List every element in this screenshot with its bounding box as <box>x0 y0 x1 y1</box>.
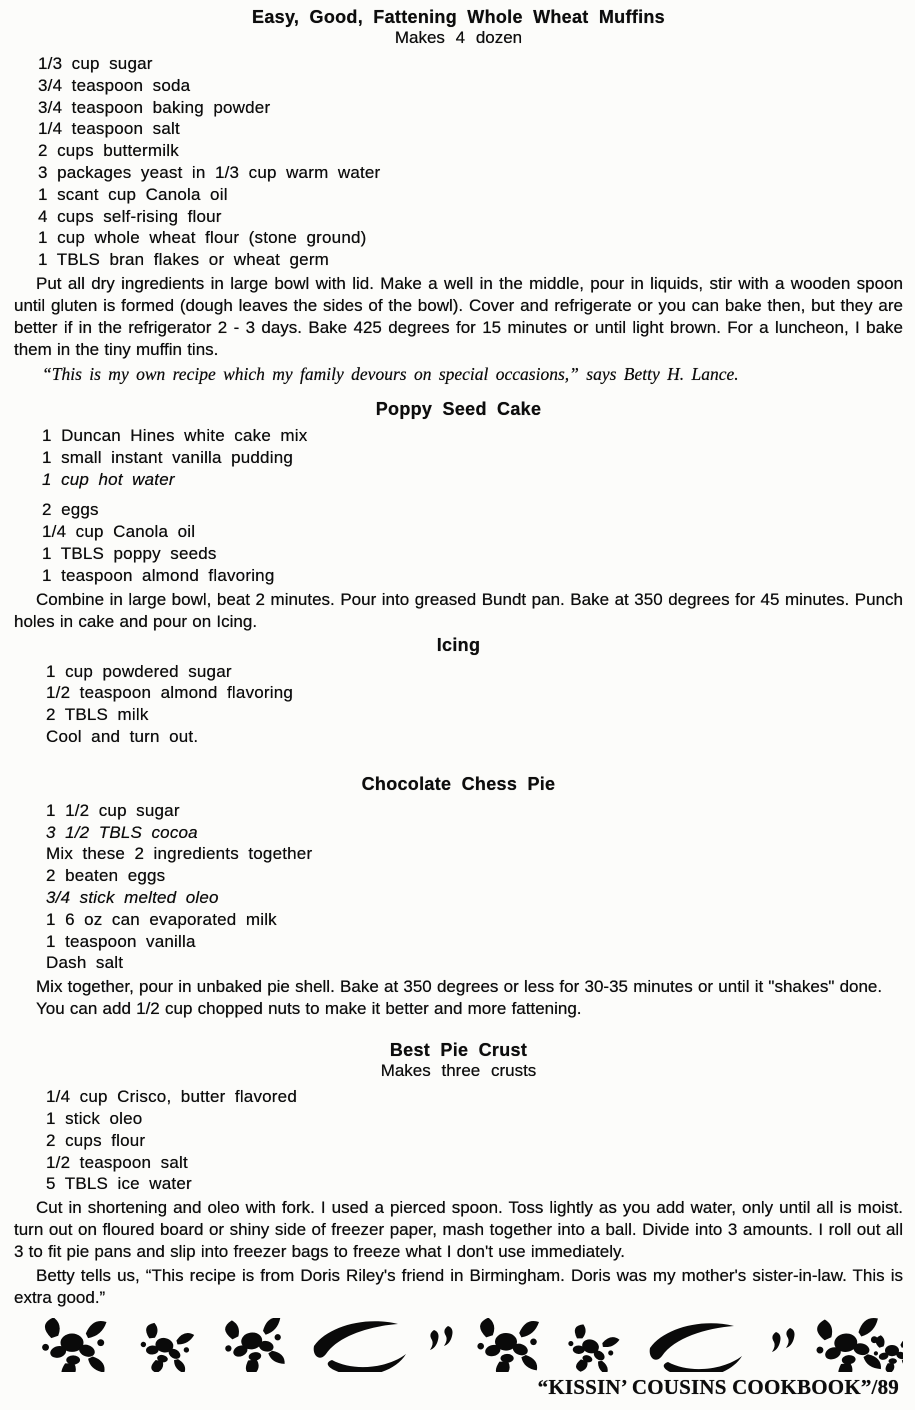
ingredient-line: 1 cup whole wheat flour (stone ground) <box>38 228 367 248</box>
recipe-yield: Makes 4 dozen <box>394 28 523 47</box>
recipe-yield: Makes three crusts <box>380 1061 537 1081</box>
ingredient-line: 1/4 cup Canola oil <box>42 522 196 542</box>
recipe-title: Easy, Good, Fattening Whole Wheat Muffins <box>252 7 665 27</box>
ingredient-line: 4 cups self-rising flour <box>38 206 222 226</box>
recipe-poppy-seed-cake <box>14 398 903 748</box>
ingredient-line: 2 TBLS milk <box>46 705 149 725</box>
ingredient-line: 1/4 teaspoon salt <box>38 119 180 139</box>
ingredient-line: 1 stick oleo <box>46 1108 143 1128</box>
ingredient-line: 1 cup hot water <box>42 469 175 489</box>
ingredient-line: 2 cups buttermilk <box>38 141 179 161</box>
recipe-best-pie-crust <box>14 1039 903 1309</box>
ingredient-line: 1/4 cup Crisco, butter flavored <box>46 1087 297 1107</box>
recipe-directions: Cut in shortening and oleo with fork. I used a pierced spoon. Toss lightly as you add water, only until all is moist. turn out on floured board or shiny side of freezer paper, mash together into a ball. Divide into 3 amounts. I roll out all 3 to fit pie pans and slip into freezer bags to freeze what I don't use immediately. <box>14 1198 903 1262</box>
ingredient-line: 1 cup powdered sugar <box>46 661 232 681</box>
recipe-title: Best Pie Crust <box>389 1040 528 1061</box>
ingredient-line: 1 TBLS poppy seeds <box>42 543 217 563</box>
attribution-note: Betty tells us, “This recipe is from Doris Riley's friend in Birmingham. Doris was my mother's sister-in-law. This is extra good.” <box>14 1266 903 1308</box>
icing-subrecipe-title: Icing <box>436 634 481 655</box>
ingredient-list <box>46 800 903 974</box>
ingredient-list <box>46 1086 903 1195</box>
ingredient-line: 3/4 teaspoon baking powder <box>38 97 271 117</box>
ingredient-list <box>42 425 903 490</box>
page-footer <box>14 1318 903 1399</box>
ingredient-line: 1 teaspoon almond flavoring <box>42 565 275 585</box>
ingredient-line: 1/3 cup sugar <box>38 54 153 73</box>
ingredient-list <box>42 499 903 586</box>
floral-border-icon <box>14 1318 903 1372</box>
recipe-directions: Mix together, pour in unbaked pie shell. Bake at 350 degrees or less for 30-35 minutes or until it "shakes" done. <box>36 977 883 997</box>
ingredient-line: 2 beaten eggs <box>46 866 166 886</box>
ingredient-line: 2 cups flour <box>46 1130 146 1150</box>
ingredient-line: 1 scant cup Canola oil <box>38 184 228 204</box>
ingredient-line: Cool and turn out. <box>46 726 199 746</box>
ingredient-line: 1 6 oz can evaporated milk <box>46 909 277 929</box>
ingredient-line: Mix these 2 ingredients together <box>46 844 313 864</box>
recipe-note: You can add 1/2 cup chopped nuts to make it better and more fattening. <box>36 999 582 1019</box>
ingredient-line: 1 small instant vanilla pudding <box>42 447 294 467</box>
ingredient-line: 5 TBLS ice water <box>46 1174 192 1194</box>
recipe-directions: Put all dry ingredients in large bowl with lid. Make a well in the middle, pour in liquids, stir with a wooden spoon until gluten is formed (dough leaves the sides of the bowl). Cover and refrigerate or you can bake then, but they are better if in the refrigerator 2 - 3 days. Bake 425 degrees for 15 minutes or until light brown. For a luncheon, I bake them in the tiny muffin tins. <box>14 273 903 359</box>
ingredient-line: Dash salt <box>46 953 124 973</box>
ingredient-line: 1 Duncan Hines white cake mix <box>42 425 308 445</box>
recipe-whole-wheat-muffins <box>14 6 903 385</box>
cookbook-credit: “KISSIN’ COUSINS COOKBOOK”/89 <box>537 1375 899 1400</box>
ingredient-list <box>46 661 903 748</box>
recipe-chocolate-chess-pie <box>14 773 903 1020</box>
recipe-directions: Combine in large bowl, beat 2 minutes. Pour into greased Bundt pan. Bake at 350 degrees for 45 minutes. Punch holes in cake and pour on Icing. <box>14 589 903 631</box>
ingredient-line: 3/4 stick melted oleo <box>46 887 219 907</box>
recipe-title: Poppy Seed Cake <box>375 398 542 419</box>
ingredient-line: 1 teaspoon vanilla <box>46 931 196 951</box>
ingredient-line: 1/2 teaspoon almond flavoring <box>46 683 294 703</box>
recipe-title: Chocolate Chess Pie <box>361 773 556 794</box>
ingredient-line: 3/4 teaspoon soda <box>38 75 191 95</box>
ingredient-line: 3 1/2 TBLS cocoa <box>46 822 198 842</box>
ingredient-line: 1/2 teaspoon salt <box>46 1152 188 1172</box>
ingredient-line: 3 packages yeast in 1/3 cup warm water <box>38 162 381 182</box>
attribution-quote: “This is my own recipe which my family devours on special occasions,” says Betty H. Lance. <box>42 363 739 384</box>
ingredient-line: 1 1/2 cup sugar <box>46 800 180 820</box>
ingredient-line: 2 eggs <box>42 500 99 520</box>
ingredient-line: 1 TBLS bran flakes or wheat germ <box>38 250 330 270</box>
ingredient-list <box>38 53 903 271</box>
